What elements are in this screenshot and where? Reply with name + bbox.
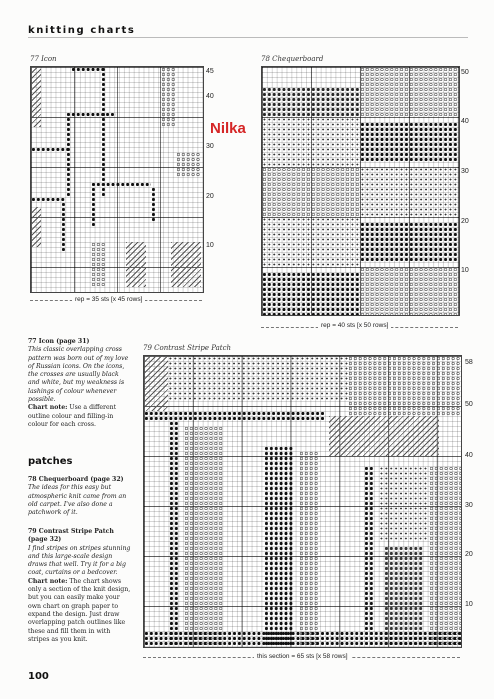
icon-cross-outline <box>61 202 65 252</box>
stripe-row-label: 10 <box>465 601 473 608</box>
stripe-row-label: 58 <box>465 359 473 366</box>
cheq-square <box>360 222 458 262</box>
cheq-repeat-label: rep = 40 sts [x 50 rows] <box>318 322 391 329</box>
stripe-row-label: 50 <box>465 401 473 408</box>
stripe-chart-note: The chart shows only a section of the knit design, but you can easily make your own chart on graph paper to expand the design. Just draw overlapping patch outlines like these and fill them in with stripes as you knit. <box>28 577 131 643</box>
icon-chart-grid <box>30 66 204 293</box>
icon-cross-outline <box>66 112 116 116</box>
stripe-band <box>144 411 324 421</box>
stripe-chart-note-label: Chart note: <box>28 577 68 585</box>
cheq-note-heading: 78 Chequerboard (page 32) <box>28 476 124 483</box>
chequerboard-chart-title: 78 Chequerboard <box>261 55 324 63</box>
stripe-row-label: 30 <box>465 502 473 509</box>
cheq-square <box>262 272 360 315</box>
stripe-note-heading: 79 Contrast Stripe Patch (page 32) <box>28 528 114 544</box>
cheq-square <box>360 267 458 315</box>
watermark-nilka: Nilka <box>210 120 246 137</box>
icon-cross-outline <box>91 182 95 227</box>
icon-chart-note: Use a different outline colour and filling-in colour for each cross. <box>28 404 117 428</box>
icon-cross-outline <box>91 242 105 287</box>
cheq-row-label: 30 <box>461 168 469 175</box>
cheq-row-label: 40 <box>461 118 469 125</box>
icon-row-label: 45 <box>206 68 214 75</box>
stripe-band <box>144 631 461 646</box>
cheq-note-body: The ideas for this easy but atmospheric knit came from an old carpet. I've also done a patchwork of it. <box>28 484 127 517</box>
cheq-square <box>262 217 360 267</box>
cheq-square <box>360 167 458 217</box>
icon-note-body: This classic overlapping cross pattern was born out of my love of Russian icons. On the icons, the crosses are usually black and white, but my weakness is lashings of colour whenever possible. <box>28 346 129 404</box>
icon-cross-fill <box>31 207 41 247</box>
stripe-repeat-label: this section = 65 sts [x 58 rows] <box>254 653 351 660</box>
stripe-band <box>299 451 319 646</box>
icon-cross-outline <box>31 197 65 201</box>
cheq-row-label: 10 <box>461 267 469 274</box>
section-title-patches: patches <box>28 456 73 467</box>
icon-chart-note-label: Chart note: <box>28 404 68 412</box>
icon-cross-outline <box>161 67 175 127</box>
stripe-band <box>184 426 224 646</box>
stripe-band <box>329 416 439 456</box>
stripe-band <box>429 466 461 646</box>
stripe-band <box>144 356 168 411</box>
cheq-square <box>360 67 458 117</box>
icon-row-label: 20 <box>206 193 214 200</box>
icon-cross-outline <box>151 187 155 222</box>
stripe-band <box>364 466 374 646</box>
icon-chart-title: 77 Icon <box>30 55 57 63</box>
icon-note-heading: 77 Icon (page 31) <box>28 338 90 345</box>
icon-cross-fill <box>31 67 41 127</box>
cheq-square <box>262 167 360 217</box>
cheq-square <box>262 87 360 117</box>
icon-repeat-label: rep = 35 sts [x 45 rows] <box>72 296 145 303</box>
stripe-band <box>348 356 460 416</box>
icon-row-label: 30 <box>206 143 214 150</box>
header-rule <box>28 37 468 38</box>
stripe-chart-grid <box>143 355 462 648</box>
icon-cross-fill <box>126 242 146 287</box>
stripe-band <box>169 421 179 646</box>
stripe-band <box>379 466 429 541</box>
page-header-title: knitting charts <box>28 25 136 36</box>
page-number: 100 <box>28 671 49 682</box>
stripe-notes <box>28 528 132 644</box>
cheq-square <box>360 122 458 162</box>
icon-cross-outline <box>101 67 105 117</box>
stripe-chart-title: 79 Contrast Stripe Patch <box>143 344 232 352</box>
cheq-row-label: 20 <box>461 218 469 225</box>
icon-cross-outline <box>91 182 151 186</box>
chequerboard-notes <box>28 476 132 517</box>
icon-row-label: 10 <box>206 242 214 249</box>
stripe-note-body: I find stripes on stripes stunning and this large-scale design draws that well. Try it for a big coat, curtains or a bedcover. <box>28 544 131 577</box>
icon-cross-outline <box>31 147 71 151</box>
cheq-square <box>262 117 360 167</box>
stripe-band <box>168 356 348 401</box>
stripe-row-label: 40 <box>465 452 473 459</box>
icon-cross-outline <box>176 152 200 177</box>
cheq-row-label: 50 <box>461 69 469 76</box>
stripe-band <box>264 446 294 646</box>
icon-cross-outline <box>71 67 105 71</box>
icon-notes <box>28 338 132 429</box>
icon-cross-fill <box>171 242 201 287</box>
stripe-row-label: 20 <box>465 551 473 558</box>
chequerboard-chart-grid <box>261 66 460 316</box>
icon-cross-outline <box>66 112 70 197</box>
icon-row-label: 40 <box>206 93 214 100</box>
